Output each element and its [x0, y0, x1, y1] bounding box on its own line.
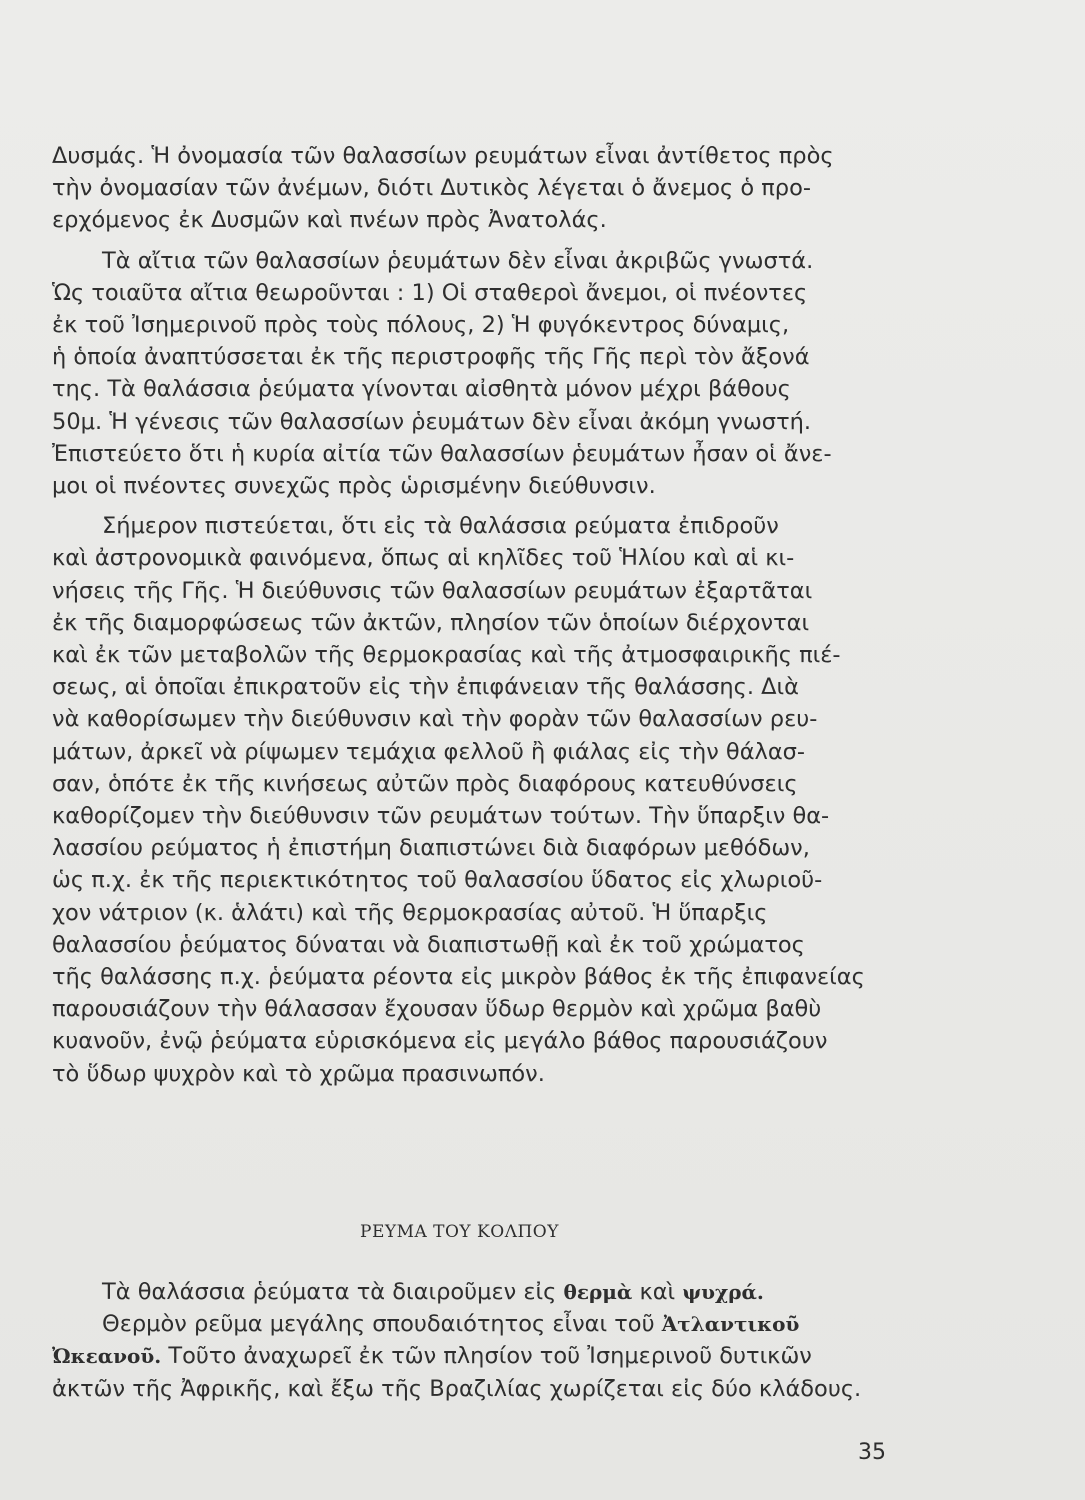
p3-line-14: θαλασσίου ῥεύματος δύναται νὰ διαπιστωθῇ καὶ ἐκ τοῦ χρώματος — [52, 931, 805, 958]
p2-line-5: της. Τὰ θαλάσσια ῥεύματα γίνονται αἰσθητὰ μόνον μέχρι βάθους — [52, 376, 791, 403]
p1-line-1: Δυσμάς. Ἡ ὀνομασία τῶν θαλασσίων ρευμάτων εἶναι ἀντίθετος πρὸς — [52, 143, 834, 169]
paragraph-3 — [52, 510, 892, 1090]
p3-line-7: νὰ καθορίσωμεν τὴν διεύθυνσιν καὶ τὴν φορὰν τῶν θαλασσίων ρευ- — [52, 706, 818, 733]
p3-line-18: τὸ ὕδωρ ψυχρὸν καὶ τὸ χρῶμα πρασινωπόν. — [52, 1060, 545, 1087]
paragraph-5 — [52, 1308, 892, 1405]
p2-line-2: Ὡς τοιαῦτα αἴτια θεωροῦνται : 1) Οἱ σταθεροὶ ἄνεμοι, οἱ πνέοντες — [52, 279, 808, 306]
paragraph-2 — [52, 245, 892, 503]
p2-line-4: ἡ ὁποία ἀναπτύσσεται ἐκ τῆς περιστροφῆς τῆς Γῆς περὶ τὸν ἄξονά — [52, 344, 810, 371]
p3-line-12: ὡς π.χ. ἐκ τῆς περιεκτικότητος τοῦ θαλασσίου ὕδατος εἰς χλωριοῦ- — [52, 867, 823, 894]
p4-middle: καὶ — [632, 1279, 683, 1305]
p3-line-16: παρουσιάζουν τὴν θάλασσαν ἔχουσαν ὕδωρ θερμὸν καὶ χρῶμα βαθὺ — [52, 996, 822, 1023]
page-number: 35 — [858, 1440, 886, 1465]
p1-line-3: ερχόμενος ἐκ Δυσμῶν καὶ πνέων πρὸς Ἀνατολάς. — [52, 207, 607, 234]
p2-line-8: μοι οἱ πνέοντες συνεχῶς πρὸς ὡρισμένην διεύθυνσιν. — [52, 473, 656, 500]
p3-line-13: χον νάτριον (κ. ἁλάτι) καὶ τῆς θερμοκρασίας αὐτοῦ. Ἡ ὕπαρξις — [52, 899, 768, 926]
paragraph-1 — [52, 140, 892, 237]
p5-bold-atlantic: Ἀτλαντικοῦ — [661, 1312, 800, 1337]
p1-line-2: τὴν ὀνομασίαν τῶν ἀνέμων, διότι Δυτικὸς λέγεται ὁ ἄνεμος ὁ προ- — [52, 175, 811, 202]
p3-line-3: νήσεις τῆς Γῆς. Ἡ διεύθυνσις τῶν θαλασσίων ρευμάτων ἐξαρτᾶται — [52, 577, 813, 604]
p3-line-11: λασσίου ρεύματος ἡ ἐπιστήμη διαπιστώνει διὰ διαφόρων μεθόδων, — [52, 835, 810, 862]
p5-prefix: Θερμὸν ρεῦμα μεγάλης σπουδαιότητος εἶναι τοῦ — [102, 1311, 662, 1338]
p4-prefix: Τὰ θαλάσσια ῥεύματα τὰ διαιροῦμεν εἰς — [102, 1279, 564, 1305]
p3-line-17: κυανοῦν, ἐνῷ ῥεύματα εὑρισκόμενα εἰς μεγάλο βάθος παρουσιάζουν — [52, 1028, 828, 1055]
p3-line-6: σεως, αἱ ὁποῖαι ἐπικρατοῦν εἰς τὴν ἐπιφάνειαν τῆς θαλάσσης. Διὰ — [52, 674, 799, 701]
p3-line-9: σαν, ὁπότε ἐκ τῆς κινήσεως αὐτῶν πρὸς διαφόρους κατευθύνσεις — [52, 770, 798, 797]
p5-line-3: ἀκτῶν τῆς Ἀφρικῆς, καὶ ἔξω τῆς Βραζιλίας χωρίζεται εἰς δύο κλάδους. — [52, 1375, 862, 1402]
p2-line-3: ἐκ τοῦ Ἰσημερινοῦ πρὸς τοὺς πόλους, 2) Ἡ φυγόκεντρος δύναμις, — [52, 312, 790, 339]
p3-line-2: καὶ ἀστρονομικὰ φαινόμενα, ὅπως αἱ κηλῖδες τοῦ Ἡλίου καὶ αἱ κι- — [52, 545, 795, 572]
body-text-bottom — [52, 1276, 892, 1405]
p3-line-5: καὶ ἐκ τῶν μεταβολῶν τῆς θερμοκρασίας καὶ τῆς ἀτμοσφαιρικῆς πιέ- — [52, 642, 841, 669]
p3-line-8: μάτων, ἀρκεῖ νὰ ρίψωμεν τεμάχια φελλοῦ ἢ φιάλας εἰς τὴν θάλασ- — [52, 738, 806, 765]
p3-line-15: τῆς θαλάσσης π.χ. ῥεύματα ρέοντα εἰς μικρὸν βάθος ἐκ τῆς ἐπιφανείας — [52, 964, 865, 991]
body-text-top — [52, 140, 892, 1090]
p5-line-2-rest: Τοῦτο ἀναχωρεῖ ἐκ τῶν πλησίον τοῦ Ἰσημερινοῦ δυτικῶν — [161, 1343, 812, 1370]
p3-line-10: καθορίζομεν τὴν διεύθυνσιν τῶν ρευμάτων τούτων. Τὴν ὕπαρξιν θα- — [52, 803, 830, 830]
paragraph-4 — [52, 1276, 892, 1308]
p2-line-1: Τὰ αἴτια τῶν θαλασσίων ῥευμάτων δὲν εἶναι ἀκριβῶς γνωστά. — [102, 247, 814, 274]
p2-line-7: Ἐπιστεύετο ὅτι ἡ κυρία αἰτία τῶν θαλασσίων ῥευμάτων ἦσαν οἱ ἄνε- — [52, 440, 832, 467]
p3-line-4: ἐκ τῆς διαμορφώσεως τῶν ἀκτῶν, πλησίον τῶν ὁποίων διέρχονται — [52, 609, 810, 636]
p5-bold-ocean: Ὠκεανοῦ. — [52, 1344, 162, 1369]
p4-bold-warm: θερμὰ — [563, 1280, 633, 1304]
p3-line-1: Σήμερον πιστεύεται, ὅτι εἰς τὰ θαλάσσια ρεύματα ἐπιδροῦν — [102, 513, 779, 540]
p2-line-6: 50μ. Ἡ γένεσις τῶν θαλασσίων ῥευμάτων δὲν εἶναι ἀκόμη γνωστή. — [52, 408, 812, 435]
p4-bold-cold: ψυχρά. — [682, 1280, 764, 1304]
section-heading: ΡΕΥΜΑ ΤΟΥ ΚΟΛΠΟΥ — [360, 1222, 559, 1242]
